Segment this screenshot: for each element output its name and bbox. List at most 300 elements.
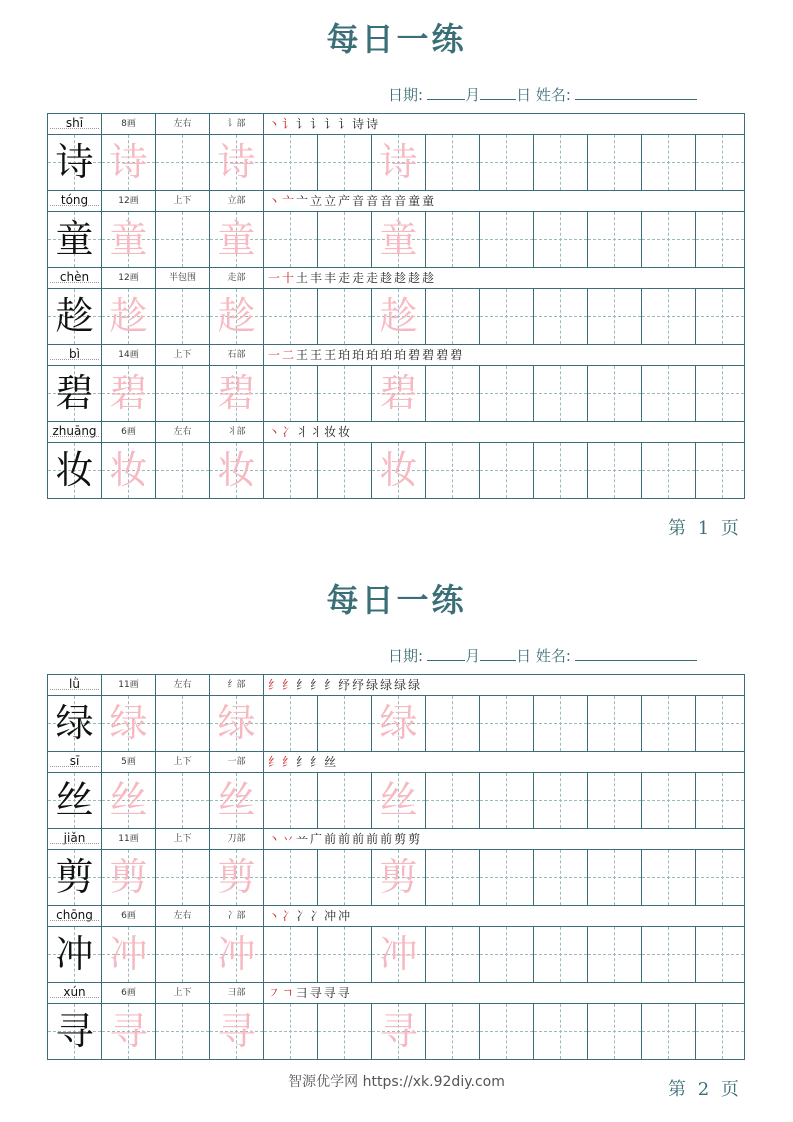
trace-character-box <box>210 773 264 828</box>
stroke-count-cell-text: 14画 <box>118 350 139 360</box>
practice-box <box>642 443 696 498</box>
name-blank <box>575 85 697 100</box>
stroke-step: 䒑 <box>296 832 311 846</box>
day-label: 日 <box>516 647 532 665</box>
practice-box <box>588 366 642 421</box>
pinyin-guide-line <box>50 436 99 437</box>
stroke-step: 冲 <box>324 909 339 923</box>
character-info-row <box>48 422 744 443</box>
grid-guide-horizontal <box>696 877 744 878</box>
stroke-step: 一 <box>268 271 283 285</box>
practice-box <box>588 927 642 982</box>
practice-box <box>480 696 534 751</box>
trace-character-box <box>102 850 156 905</box>
practice-grid <box>47 113 745 499</box>
practice-box <box>264 1004 318 1059</box>
stroke-order-sequence <box>268 268 436 288</box>
practice-box <box>534 212 588 267</box>
stroke-step: 王 <box>324 348 339 362</box>
radical-cell <box>210 191 264 211</box>
model-character: 绿 <box>55 701 94 745</box>
practice-box <box>264 212 318 267</box>
writing-boxes <box>48 773 744 829</box>
character-row <box>48 983 744 1060</box>
stroke-step: 亠 <box>296 194 311 208</box>
stroke-order-sequence <box>268 983 352 1003</box>
stroke-step: 纾 <box>338 678 353 692</box>
grid-guide-vertical <box>182 927 183 982</box>
stroke-step: 妆 <box>324 425 339 439</box>
practice-box <box>156 1004 210 1059</box>
trace-character: 绿 <box>217 701 256 745</box>
practice-box <box>642 773 696 828</box>
grid-guide-vertical <box>560 696 561 751</box>
writing-boxes <box>48 212 744 268</box>
practice-box <box>426 1004 480 1059</box>
stroke-step: 讠 <box>296 117 311 131</box>
trace-character: 妆 <box>217 448 256 492</box>
pinyin-cell-text: tóng <box>60 193 89 207</box>
grid-guide-vertical <box>290 927 291 982</box>
stroke-step: 珀 <box>366 348 381 362</box>
stroke-step: 纟 <box>324 678 339 692</box>
stroke-step: 绿 <box>366 678 381 692</box>
date-label: 日期: <box>388 86 424 104</box>
grid-guide-vertical <box>668 289 669 344</box>
grid-guide-vertical <box>290 773 291 828</box>
pinyin-cell <box>48 675 102 695</box>
stroke-count-cell <box>102 114 156 134</box>
stroke-step: 立 <box>310 194 325 208</box>
trace-character-box <box>210 927 264 982</box>
radical-cell-text: 冫部 <box>227 911 246 921</box>
grid-guide-vertical <box>344 850 345 905</box>
stroke-step: 冫 <box>282 425 297 439</box>
grid-guide-vertical <box>182 850 183 905</box>
practice-box <box>156 289 210 344</box>
stroke-step: ㇇ <box>268 986 283 1000</box>
grid-guide-vertical <box>344 773 345 828</box>
practice-box <box>642 1004 696 1059</box>
practice-box <box>534 135 588 190</box>
practice-box <box>480 927 534 982</box>
practice-box <box>426 366 480 421</box>
grid-guide-vertical <box>722 850 723 905</box>
trace-character-box <box>210 443 264 498</box>
stroke-step: 走 <box>366 271 381 285</box>
stroke-step: 寻 <box>337 986 352 1000</box>
practice-box <box>264 850 318 905</box>
stroke-step: 讠 <box>310 117 325 131</box>
practice-box <box>318 366 372 421</box>
practice-box <box>264 773 318 828</box>
trace-character: 趁 <box>217 294 256 338</box>
grid-guide-vertical <box>560 443 561 498</box>
stroke-step: 冲 <box>338 909 353 923</box>
trace-character-box <box>102 443 156 498</box>
stroke-step: 纟 <box>296 755 311 769</box>
stroke-step: 音 <box>394 194 409 208</box>
stroke-step: 绿 <box>408 678 423 692</box>
grid-guide-vertical <box>668 366 669 421</box>
model-character: 妆 <box>55 448 94 492</box>
grid-guide-vertical <box>668 135 669 190</box>
stroke-count-cell <box>102 422 156 442</box>
radical-cell <box>210 752 264 772</box>
grid-guide-vertical <box>506 927 507 982</box>
trace-character-box <box>372 927 426 982</box>
character-row <box>48 906 744 983</box>
pinyin-guide-line <box>50 282 99 283</box>
stroke-order-sequence <box>268 675 422 695</box>
stroke-step: 纟 <box>268 755 283 769</box>
practice-box <box>534 927 588 982</box>
practice-box <box>264 135 318 190</box>
practice-box <box>264 696 318 751</box>
character-info-row <box>48 191 744 212</box>
model-character-box <box>48 212 102 267</box>
practice-box <box>264 443 318 498</box>
trace-character: 绿 <box>109 701 148 745</box>
character-row <box>48 345 744 422</box>
worksheet-page-2 <box>0 561 793 1122</box>
pinyin-guide-line <box>50 766 99 767</box>
grid-guide-vertical <box>668 773 669 828</box>
character-info-row <box>48 752 744 773</box>
grid-guide-vertical <box>452 135 453 190</box>
structure-cell-text: 上下 <box>173 196 192 206</box>
practice-box <box>264 289 318 344</box>
structure-cell <box>156 675 210 695</box>
pinyin-cell-text: lǜ <box>69 677 80 691</box>
grid-guide-vertical <box>614 212 615 267</box>
grid-guide-vertical <box>722 135 723 190</box>
stroke-step: 童 <box>422 194 437 208</box>
practice-box <box>426 135 480 190</box>
grid-guide-vertical <box>182 366 183 421</box>
pinyin-cell-text: jiǎn <box>63 831 86 845</box>
trace-character-box <box>372 212 426 267</box>
grid-guide-vertical <box>452 773 453 828</box>
grid-guide-vertical <box>290 850 291 905</box>
pinyin-guide-line <box>50 920 99 921</box>
grid-guide-vertical <box>614 850 615 905</box>
stroke-step: 趁 <box>380 271 395 285</box>
practice-box <box>156 927 210 982</box>
pinyin-cell <box>48 983 102 1003</box>
grid-guide-vertical <box>668 927 669 982</box>
character-row <box>48 191 744 268</box>
stroke-step: 剪 <box>394 832 409 846</box>
grid-guide-vertical <box>560 1004 561 1059</box>
stroke-step: 趁 <box>422 271 437 285</box>
practice-box <box>696 212 744 267</box>
grid-guide-vertical <box>560 850 561 905</box>
grid-guide-vertical <box>668 443 669 498</box>
stroke-step: 剪 <box>408 832 423 846</box>
structure-cell-text: 半包围 <box>168 273 196 283</box>
trace-character-box <box>210 289 264 344</box>
practice-box <box>588 443 642 498</box>
trace-character: 碧 <box>217 371 256 415</box>
trace-character: 绿 <box>379 701 418 745</box>
stroke-step: 王 <box>310 348 325 362</box>
stroke-count-cell <box>102 345 156 365</box>
stroke-order-sequence <box>268 829 422 849</box>
radical-cell <box>210 268 264 288</box>
grid-guide-vertical <box>452 366 453 421</box>
grid-guide-vertical <box>182 696 183 751</box>
structure-cell <box>156 983 210 1003</box>
trace-character-box <box>210 696 264 751</box>
stroke-count-cell-text: 5画 <box>121 757 136 767</box>
stroke-step: 碧 <box>450 348 465 362</box>
practice-box <box>318 135 372 190</box>
radical-cell-text: 走部 <box>227 273 246 283</box>
stroke-step: 妆 <box>338 425 353 439</box>
trace-character-box <box>210 366 264 421</box>
trace-character: 剪 <box>109 855 148 899</box>
trace-character: 趁 <box>109 294 148 338</box>
model-character-box <box>48 696 102 751</box>
trace-character: 剪 <box>217 855 256 899</box>
trace-character: 冲 <box>109 932 148 976</box>
stroke-count-cell-text: 6画 <box>121 911 136 921</box>
trace-character: 丝 <box>217 778 256 822</box>
stroke-step: 丰 <box>324 271 339 285</box>
trace-character: 丝 <box>379 778 418 822</box>
stroke-step: 丰 <box>310 271 325 285</box>
grid-guide-vertical <box>290 1004 291 1059</box>
trace-character-box <box>372 773 426 828</box>
stroke-step: 丝 <box>324 755 339 769</box>
model-character-box <box>48 927 102 982</box>
radical-cell <box>210 114 264 134</box>
practice-box <box>426 773 480 828</box>
stroke-step: 诗 <box>366 117 381 131</box>
stroke-step: 碧 <box>436 348 451 362</box>
stroke-step: 彐 <box>295 986 310 1000</box>
grid-guide-vertical <box>560 366 561 421</box>
trace-character-box <box>210 212 264 267</box>
trace-character: 冲 <box>379 932 418 976</box>
practice-box <box>480 212 534 267</box>
grid-guide-vertical <box>614 135 615 190</box>
practice-box <box>156 850 210 905</box>
grid-guide-vertical <box>614 927 615 982</box>
practice-box <box>642 850 696 905</box>
stroke-count-cell-text: 12画 <box>118 196 139 206</box>
stroke-step: 纾 <box>352 678 367 692</box>
practice-box <box>588 212 642 267</box>
trace-character-box <box>372 443 426 498</box>
writing-boxes <box>48 289 744 345</box>
grid-guide-vertical <box>344 443 345 498</box>
stroke-step: 丬 <box>296 425 311 439</box>
stroke-step: 前 <box>338 832 353 846</box>
character-info-row <box>48 829 744 850</box>
stroke-step: 音 <box>366 194 381 208</box>
structure-cell <box>156 345 210 365</box>
trace-character-box <box>102 1004 156 1059</box>
stroke-step: 丶 <box>268 909 283 923</box>
month-blank <box>427 85 465 100</box>
practice-box <box>696 1004 744 1059</box>
month-label: 月 <box>465 86 481 104</box>
character-row <box>48 268 744 345</box>
practice-box <box>534 289 588 344</box>
grid-guide-vertical <box>452 696 453 751</box>
date-label: 日期: <box>388 647 424 665</box>
model-character-box <box>48 1004 102 1059</box>
pinyin-guide-line <box>50 843 99 844</box>
pinyin-cell <box>48 191 102 211</box>
practice-box <box>318 927 372 982</box>
grid-guide-vertical <box>614 289 615 344</box>
writing-boxes <box>48 850 744 906</box>
trace-character: 寻 <box>379 1009 418 1053</box>
stroke-step: 丷 <box>282 832 297 846</box>
pinyin-cell-text: chōng <box>56 908 93 922</box>
grid-guide-vertical <box>290 135 291 190</box>
grid-guide-vertical <box>182 443 183 498</box>
grid-guide-vertical <box>344 212 345 267</box>
trace-character-box <box>102 927 156 982</box>
stroke-step: 纟 <box>296 678 311 692</box>
grid-guide-vertical <box>506 850 507 905</box>
grid-guide-vertical <box>452 212 453 267</box>
trace-character-box <box>102 366 156 421</box>
practice-box <box>480 443 534 498</box>
practice-box <box>156 135 210 190</box>
grid-guide-vertical <box>722 443 723 498</box>
practice-box <box>318 773 372 828</box>
stroke-step: 走 <box>338 271 353 285</box>
grid-guide-horizontal <box>696 1031 744 1032</box>
stroke-step: 丶 <box>268 117 283 131</box>
stroke-order-sequence <box>268 752 338 772</box>
practice-box <box>696 773 744 828</box>
pinyin-cell <box>48 345 102 365</box>
practice-box <box>588 1004 642 1059</box>
stroke-step: 纟 <box>282 755 297 769</box>
writing-boxes <box>48 366 744 422</box>
practice-box <box>318 212 372 267</box>
pinyin-cell <box>48 422 102 442</box>
grid-guide-vertical <box>614 696 615 751</box>
day-label: 日 <box>516 86 532 104</box>
grid-guide-vertical <box>452 289 453 344</box>
pinyin-guide-line <box>50 359 99 360</box>
trace-character: 童 <box>379 217 418 261</box>
stroke-step: 冫 <box>310 909 325 923</box>
practice-box <box>642 135 696 190</box>
character-row <box>48 752 744 829</box>
grid-guide-vertical <box>722 1004 723 1059</box>
trace-character: 童 <box>217 217 256 261</box>
stroke-step: 十 <box>282 271 297 285</box>
character-info-row <box>48 675 744 696</box>
practice-box <box>534 366 588 421</box>
practice-box <box>156 366 210 421</box>
grid-guide-vertical <box>668 696 669 751</box>
month-blank <box>427 646 465 661</box>
trace-character-box <box>102 289 156 344</box>
grid-guide-vertical <box>290 696 291 751</box>
structure-cell <box>156 191 210 211</box>
stroke-step: 走 <box>352 271 367 285</box>
writing-boxes <box>48 1004 744 1060</box>
stroke-step: ㄱ <box>282 986 296 1000</box>
stroke-step: 纟 <box>310 678 325 692</box>
stroke-count-cell-text: 12画 <box>118 273 139 283</box>
practice-box <box>534 443 588 498</box>
stroke-count-cell <box>102 191 156 211</box>
grid-guide-vertical <box>560 927 561 982</box>
grid-guide-vertical <box>344 135 345 190</box>
practice-box <box>426 696 480 751</box>
radical-cell-text: 石部 <box>227 350 246 360</box>
trace-character: 童 <box>109 217 148 261</box>
grid-guide-vertical <box>506 696 507 751</box>
practice-box <box>534 1004 588 1059</box>
writing-boxes <box>48 927 744 983</box>
structure-cell-text: 左右 <box>173 427 192 437</box>
model-character-box <box>48 135 102 190</box>
stroke-step: 纟 <box>282 678 297 692</box>
practice-box <box>588 135 642 190</box>
character-row <box>48 114 744 191</box>
grid-guide-horizontal <box>696 393 744 394</box>
trace-character-box <box>102 696 156 751</box>
stroke-step: 产 <box>338 194 353 208</box>
footer-watermark: 智源优学网 https://xk.92diy.com <box>288 1074 505 1090</box>
stroke-step: 音 <box>352 194 367 208</box>
name-label: 姓名: <box>535 86 571 104</box>
grid-guide-vertical <box>344 289 345 344</box>
practice-box <box>318 443 372 498</box>
practice-box <box>480 289 534 344</box>
grid-guide-vertical <box>668 850 669 905</box>
grid-guide-horizontal <box>696 470 744 471</box>
grid-guide-vertical <box>668 212 669 267</box>
stroke-count-cell <box>102 906 156 926</box>
stroke-count-cell-text: 11画 <box>118 834 139 844</box>
pinyin-cell <box>48 752 102 772</box>
grid-guide-vertical <box>506 212 507 267</box>
stroke-step: 一 <box>268 348 283 362</box>
stroke-step: 讠 <box>282 117 297 131</box>
grid-guide-horizontal <box>696 723 744 724</box>
character-info-row <box>48 906 744 927</box>
grid-guide-vertical <box>182 289 183 344</box>
trace-character: 妆 <box>109 448 148 492</box>
stroke-step: 讠 <box>324 117 339 131</box>
radical-cell <box>210 906 264 926</box>
model-character: 冲 <box>55 932 94 976</box>
stroke-count-cell-text: 8画 <box>121 119 136 129</box>
radical-cell-text: 刀部 <box>227 834 246 844</box>
character-info-row <box>48 268 744 289</box>
name-label: 姓名: <box>535 647 571 665</box>
pinyin-cell <box>48 829 102 849</box>
stroke-step: 前 <box>366 832 381 846</box>
structure-cell-text: 上下 <box>173 988 192 998</box>
practice-box <box>156 773 210 828</box>
trace-character-box <box>102 135 156 190</box>
pinyin-cell-text: zhuāng <box>52 424 97 438</box>
grid-guide-vertical <box>182 212 183 267</box>
